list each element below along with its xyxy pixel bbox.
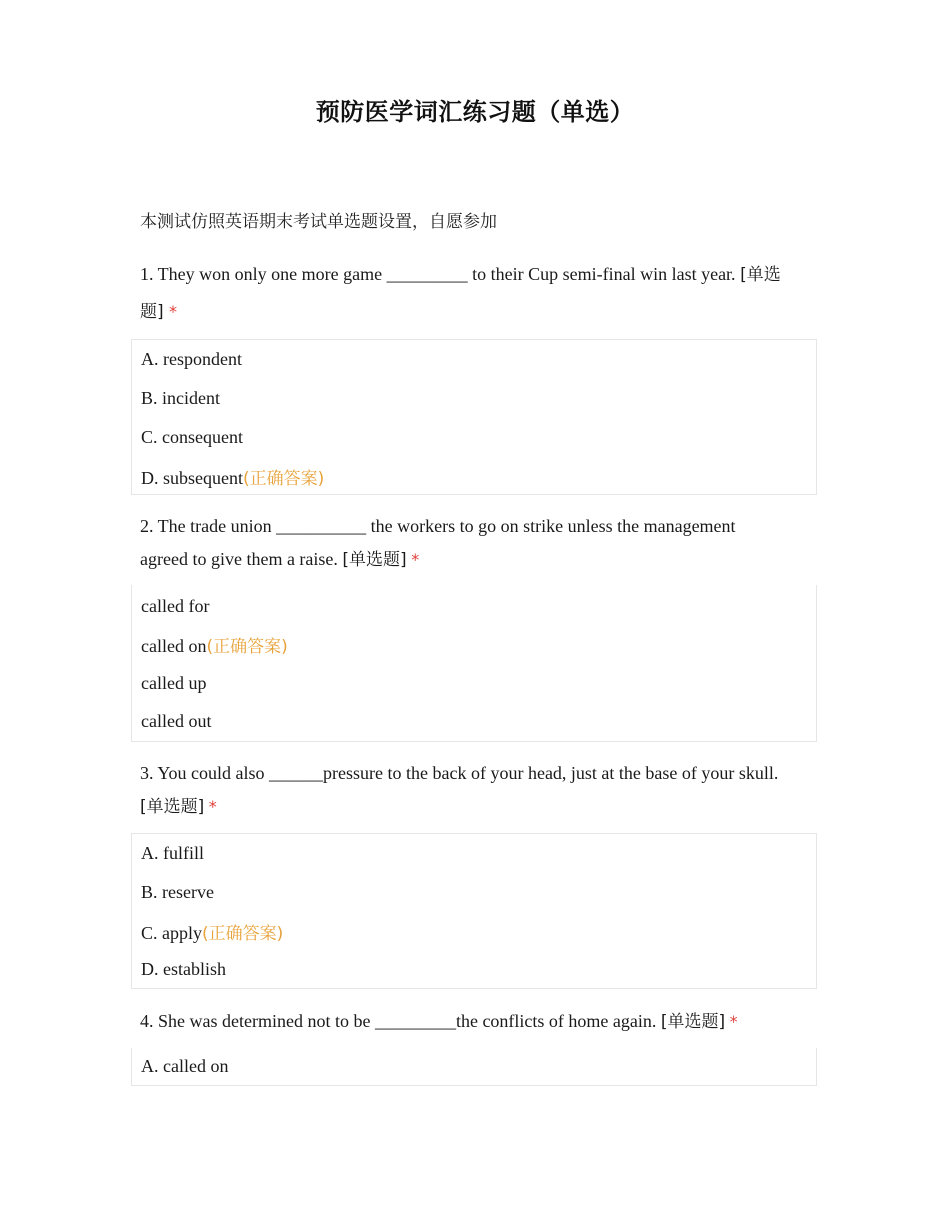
option[interactable]: D. establish bbox=[141, 959, 226, 979]
question-3 bbox=[140, 757, 812, 824]
option[interactable]: B. reserve bbox=[141, 882, 214, 902]
question-1-options bbox=[131, 339, 817, 495]
option[interactable]: B. incident bbox=[141, 388, 220, 408]
question-2-text-line1: 2. The trade union __________ the workers to go on strike unless the management bbox=[140, 516, 736, 536]
question-1-text: 1. They won only one more game _________ to their Cup semi-final win last year. bbox=[140, 264, 741, 284]
question-2 bbox=[140, 510, 812, 577]
question-4-options bbox=[131, 1048, 817, 1086]
option[interactable]: A. called on bbox=[141, 1056, 229, 1076]
question-2-options bbox=[131, 585, 817, 742]
required-mark: * bbox=[208, 797, 217, 816]
question-3-type-tag: [单选题] bbox=[140, 797, 205, 817]
required-mark: * bbox=[169, 302, 178, 321]
correct-answer-tag: (正确答案) bbox=[202, 924, 284, 944]
option[interactable]: called for bbox=[141, 596, 210, 616]
option[interactable]: A. respondent bbox=[141, 349, 242, 369]
question-4-type-tag: [单选题] bbox=[660, 1012, 726, 1032]
question-1 bbox=[140, 256, 812, 330]
option[interactable]: called up bbox=[141, 673, 207, 693]
question-4 bbox=[140, 1003, 812, 1040]
page-title: 预防医学词汇练习题（单选） bbox=[315, 98, 635, 126]
option[interactable]: C. consequent bbox=[141, 427, 243, 447]
option[interactable]: A. fulfill bbox=[141, 843, 204, 863]
required-mark: * bbox=[411, 550, 420, 569]
question-1-type-tag-part1: [单选 bbox=[740, 265, 781, 285]
correct-answer-tag: (正确答案) bbox=[243, 469, 325, 489]
question-2-text-line2: agreed to give them a raise. bbox=[140, 549, 343, 569]
intro-text: 本测试仿照英语期末考试单选题设置，自愿参加 bbox=[140, 212, 497, 232]
question-4-text: 4. She was determined not to be _________the conflicts of home again. bbox=[140, 1011, 661, 1031]
correct-answer-tag: (正确答案) bbox=[206, 637, 288, 657]
option-correct[interactable]: called on(正确答案) bbox=[141, 636, 288, 657]
required-mark: * bbox=[729, 1012, 738, 1031]
question-3-options bbox=[131, 833, 817, 989]
option-correct[interactable]: D. subsequent(正确答案) bbox=[141, 468, 325, 489]
option[interactable]: called out bbox=[141, 711, 212, 731]
question-2-type-tag: [单选题] bbox=[342, 550, 407, 570]
question-1-type-tag-part2: 题] bbox=[140, 302, 170, 322]
question-3-text: 3. You could also ______pressure to the back of your head, just at the base of your skull. bbox=[140, 763, 779, 783]
option-correct[interactable]: C. apply(正确答案) bbox=[141, 923, 284, 944]
